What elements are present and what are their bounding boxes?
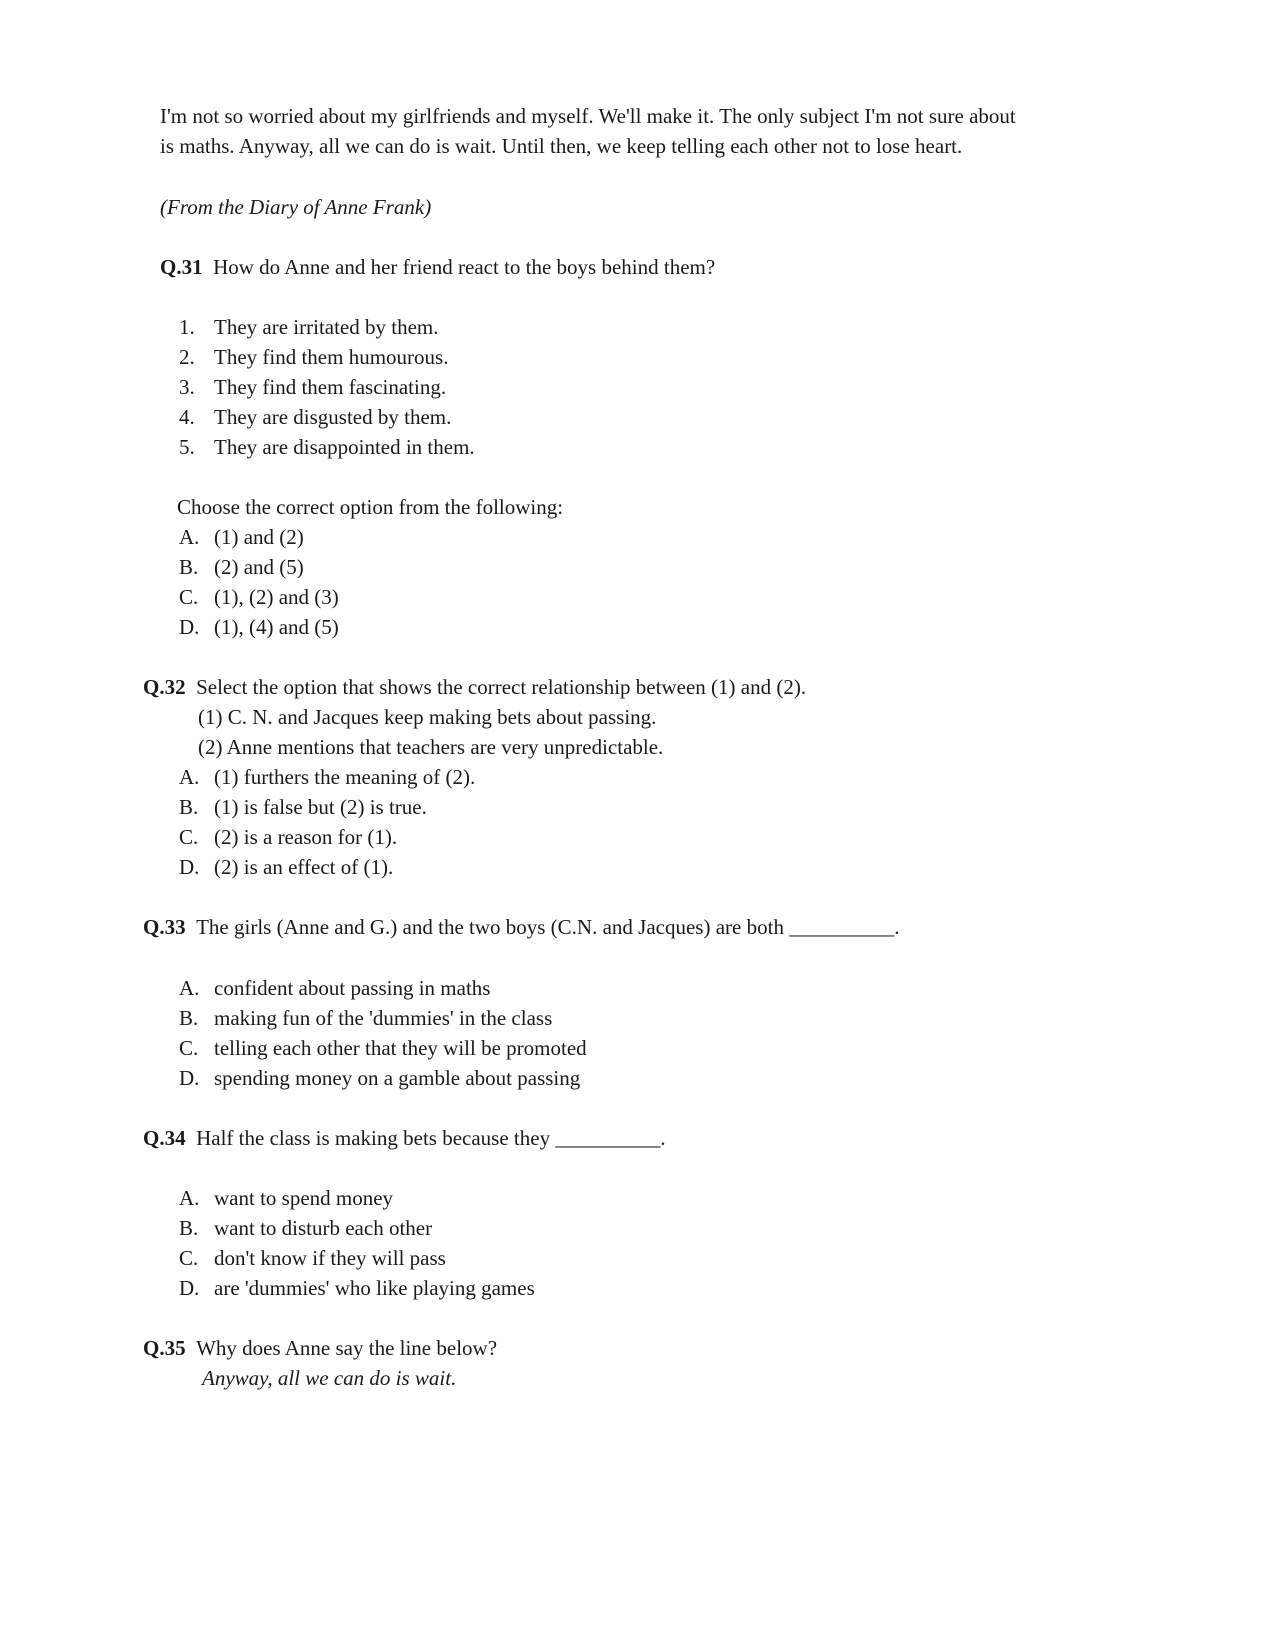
option-text: (2) is a reason for (1).	[214, 825, 398, 849]
option-label: D.	[179, 615, 200, 639]
passage-line-2: is maths. Anyway, all we can do is wait. Until then, we keep telling each other not to lose heart.	[160, 134, 963, 158]
option-text: (1) furthers the meaning of (2).	[214, 765, 476, 789]
option-label: D.	[179, 1066, 200, 1090]
passage-source: (From the Diary of Anne Frank)	[160, 195, 432, 219]
option-text: making fun of the 'dummies' in the class	[214, 1006, 553, 1030]
option-text: telling each other that they will be promoted	[214, 1036, 587, 1060]
option-text: (1), (2) and (3)	[214, 585, 339, 609]
q31-instruction: Choose the correct option from the following:	[177, 495, 564, 519]
question-number: Q.31	[160, 255, 203, 279]
option-text: (1) is false but (2) is true.	[214, 795, 427, 819]
option-label: A.	[179, 976, 200, 1000]
option-label: A.	[179, 765, 200, 789]
statement-text: They find them humourous.	[214, 345, 449, 369]
question-text: Why does Anne say the line below?	[196, 1336, 498, 1360]
option-text: want to spend money	[214, 1186, 394, 1210]
q32-statement-2: (2) Anne mentions that teachers are very unpredictable.	[198, 735, 664, 759]
q35-quote: Anyway, all we can do is wait.	[202, 1366, 457, 1390]
statement-label: 3.	[179, 375, 195, 399]
statement-label: 2.	[179, 345, 195, 369]
statement-text: They find them fascinating.	[214, 375, 447, 399]
option-label: D.	[179, 855, 200, 879]
statement-text: They are irritated by them.	[214, 315, 439, 339]
option-text: want to disturb each other	[214, 1216, 433, 1240]
statement-label: 1.	[179, 315, 195, 339]
statement-label: 5.	[179, 435, 195, 459]
question-text: How do Anne and her friend react to the boys behind them?	[213, 255, 716, 279]
question-32	[143, 677, 806, 698]
option-text: confident about passing in maths	[214, 976, 491, 1000]
option-label: A.	[179, 525, 200, 549]
option-label: D.	[179, 1276, 200, 1300]
question-number: Q.34	[143, 1126, 186, 1150]
option-text: (1), (4) and (5)	[214, 615, 339, 639]
question-number: Q.35	[143, 1336, 186, 1360]
question-33	[143, 917, 899, 938]
option-text: (2) is an effect of (1).	[214, 855, 394, 879]
option-label: B.	[179, 555, 199, 579]
statement-label: 4.	[179, 405, 195, 429]
question-text: Select the option that shows the correct relationship between (1) and (2).	[196, 675, 807, 699]
question-text: The girls (Anne and G.) and the two boys (C.N. and Jacques) are both __________.	[196, 915, 900, 939]
option-text: spending money on a gamble about passing	[214, 1066, 581, 1090]
statement-text: They are disgusted by them.	[214, 405, 452, 429]
option-text: are 'dummies' who like playing games	[214, 1276, 535, 1300]
question-text: Half the class is making bets because they __________.	[196, 1126, 666, 1150]
option-label: C.	[179, 585, 199, 609]
option-label: B.	[179, 795, 199, 819]
option-label: C.	[179, 1036, 199, 1060]
option-label: B.	[179, 1006, 199, 1030]
question-31	[160, 257, 715, 278]
option-label: B.	[179, 1216, 199, 1240]
statement-text: They are disappointed in them.	[214, 435, 475, 459]
question-35	[143, 1338, 497, 1359]
passage-line-1: I'm not so worried about my girlfriends and myself. We'll make it. The only subject I'm not sure about	[160, 104, 1016, 128]
option-text: don't know if they will pass	[214, 1246, 446, 1270]
question-34	[143, 1128, 666, 1149]
question-number: Q.32	[143, 675, 186, 699]
q32-statement-1: (1) C. N. and Jacques keep making bets about passing.	[198, 705, 657, 729]
option-label: A.	[179, 1186, 200, 1210]
option-label: C.	[179, 825, 199, 849]
option-text: (1) and (2)	[214, 525, 304, 549]
option-text: (2) and (5)	[214, 555, 304, 579]
option-label: C.	[179, 1246, 199, 1270]
question-number: Q.33	[143, 915, 186, 939]
